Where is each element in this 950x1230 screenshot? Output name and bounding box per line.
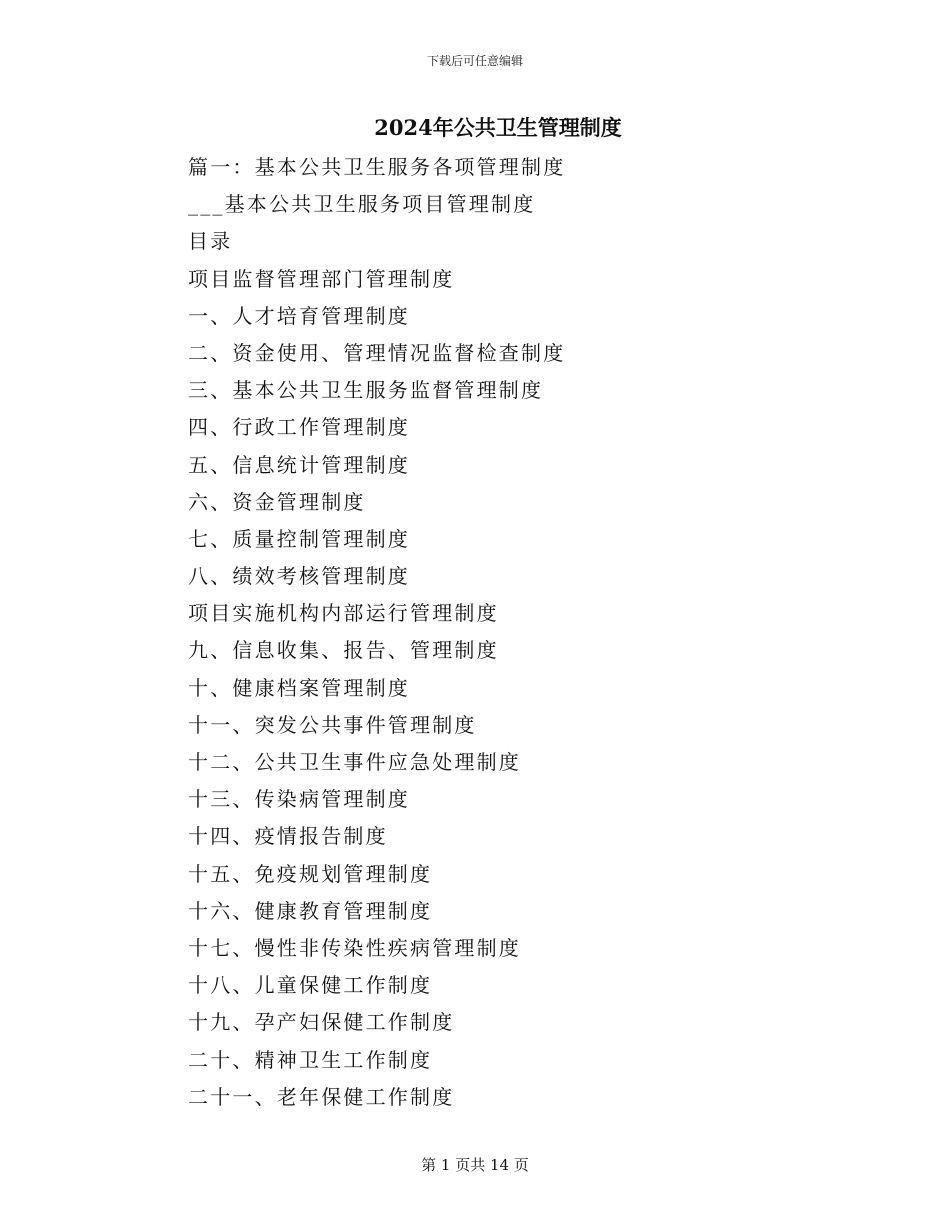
toc-line: 十三、传染病管理制度	[188, 787, 410, 812]
toc-line: 十五、免疫规划管理制度	[188, 861, 433, 886]
toc-line: 十二、公共卫生事件应急处理制度	[188, 750, 521, 774]
toc-line: 七、质量控制管理制度	[188, 526, 410, 551]
toc-line: 二、资金使用、管理情况监督检查制度	[188, 340, 566, 365]
page-header-note: 下载后可任意编辑	[426, 54, 523, 68]
toc-line: 六、资金管理制度	[188, 489, 366, 514]
toc-line: 一、人才培育管理制度	[188, 303, 410, 328]
toc-line: 二十一、老年保健工作制度	[188, 1084, 455, 1109]
toc-line: 十八、儿童保健工作制度	[188, 973, 433, 998]
document-title: 2024年公共卫生管理制度	[374, 115, 622, 140]
toc-line: 十一、突发公共事件管理制度	[188, 712, 477, 737]
toc-line: 四、行政工作管理制度	[188, 415, 410, 440]
toc-line: 目录	[188, 229, 233, 254]
toc-line: 篇一：基本公共卫生服务各项管理制度	[188, 155, 566, 179]
toc-line: 十、健康档案管理制度	[188, 675, 410, 700]
toc-line: 二十、精神卫生工作制度	[188, 1047, 433, 1072]
toc-line: 三、基本公共卫生服务监督管理制度	[188, 378, 544, 403]
toc-line: ___基本公共卫生服务项目管理制度	[188, 192, 536, 217]
toc-line: 十七、慢性非传染性疾病管理制度	[188, 935, 521, 960]
toc-line: 十九、孕产妇保健工作制度	[188, 1010, 455, 1035]
toc-line: 十四、疫情报告制度	[188, 824, 388, 849]
toc-line: 九、信息收集、报告、管理制度	[188, 638, 499, 663]
toc-line: 项目监督管理部门管理制度	[188, 266, 455, 291]
page-footer: 第 1 页共 14 页	[421, 1156, 529, 1174]
toc-line: 十六、健康教育管理制度	[188, 898, 433, 923]
table-of-contents	[188, 149, 888, 1116]
toc-line: 项目实施机构内部运行管理制度	[188, 601, 499, 626]
toc-line: 五、信息统计管理制度	[188, 452, 410, 477]
toc-line: 八、绩效考核管理制度	[188, 564, 410, 589]
